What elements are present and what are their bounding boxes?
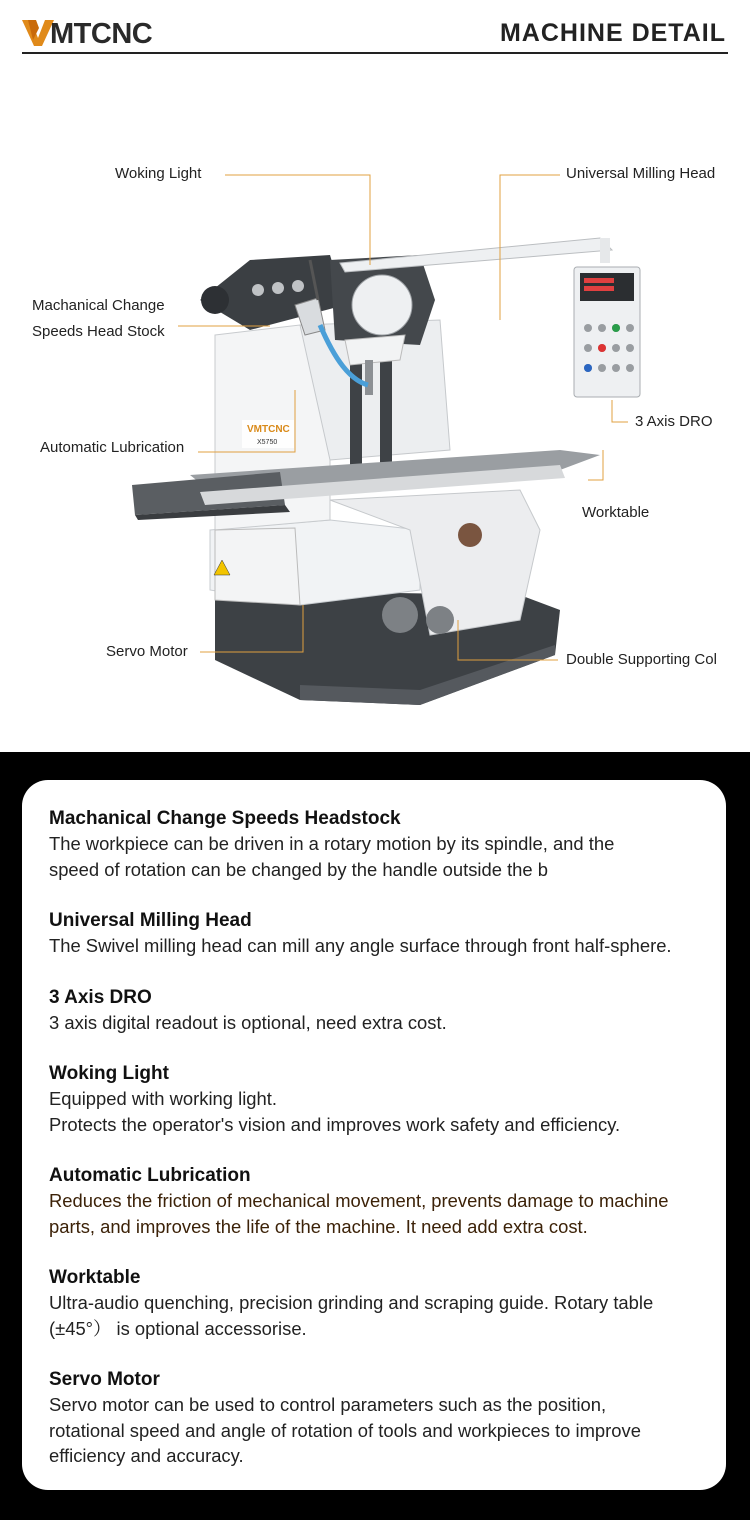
feature-title: Woking Light: [49, 1063, 169, 1084]
callout-universal-milling-head: Universal Milling Head: [566, 165, 716, 182]
feature-worktable: [49, 1265, 729, 1341]
page-title: MACHINE DETAIL: [499, 19, 726, 47]
brand-logo: [22, 16, 192, 48]
callout-mechanical-change-line2: Speeds Head Stock: [32, 323, 165, 340]
callout-double-supporting-col: Double Supporting Col: [566, 651, 717, 668]
feature-title: Worktable: [49, 1267, 141, 1288]
machine-badge: VMTCNC: [247, 424, 290, 435]
feature-text: efficiency and accuracy.: [49, 1445, 244, 1466]
machine-diagram: [0, 60, 750, 750]
feature-text: The workpiece can be driven in a rotary motion by its spindle, and the: [49, 833, 615, 854]
feature-working-light: [49, 1061, 729, 1137]
feature-milling-head: [49, 908, 729, 959]
callout-mechanical-change-line1: Machanical Change: [32, 297, 165, 314]
feature-text: speed of rotation can be changed by the handle outside the b: [49, 858, 548, 880]
feature-text: Servo motor can be used to control parameters such as the position,: [49, 1394, 607, 1415]
feature-servo-motor: [49, 1367, 729, 1469]
feature-lubrication: [49, 1163, 729, 1239]
feature-text: The Swivel milling head can mill any angle surface through front half-sphere.: [49, 935, 672, 956]
svg-text:MTCNC: MTCNC: [50, 18, 153, 48]
machine-model: X5750: [257, 439, 278, 446]
feature-title: 3 Axis DRO: [49, 987, 152, 1008]
header-divider: [22, 52, 728, 54]
feature-title: Universal Milling Head: [49, 910, 252, 931]
feature-title: Automatic Lubrication: [49, 1165, 251, 1186]
callout-automatic-lubrication: Automatic Lubrication: [40, 439, 185, 456]
feature-headstock: [49, 806, 729, 882]
callout-working-light: Woking Light: [115, 165, 202, 182]
callout-worktable: Worktable: [582, 504, 650, 521]
feature-dro: [49, 985, 729, 1036]
feature-text: Ultra-audio quenching, precision grinding and scraping guide. Rotary table: [49, 1292, 654, 1313]
callout-servo-motor: Servo Motor: [106, 643, 188, 660]
feature-text: rotational speed and angle of rotation of tools and workpieces to improve: [49, 1419, 641, 1441]
callout-3-axis-dro: 3 Axis DRO: [635, 413, 713, 430]
features-card: [22, 780, 726, 1490]
feature-text: parts, and improves the life of the machine. It need add extra cost.: [49, 1215, 588, 1237]
feature-text: 3 axis digital readout is optional, need extra cost.: [49, 1012, 447, 1033]
feature-text: Reduces the friction of mechanical movement, prevents damage to machine: [49, 1190, 669, 1211]
feature-text: Protects the operator's vision and improves work safety and efficiency.: [49, 1113, 621, 1135]
feature-title: Machanical Change Speeds Headstock: [49, 808, 401, 829]
feature-text: Equipped with working light.: [49, 1088, 277, 1109]
feature-title: Servo Motor: [49, 1369, 160, 1390]
feature-text: (±45°） is optional accessorise.: [49, 1317, 307, 1339]
page-header: [0, 0, 750, 60]
